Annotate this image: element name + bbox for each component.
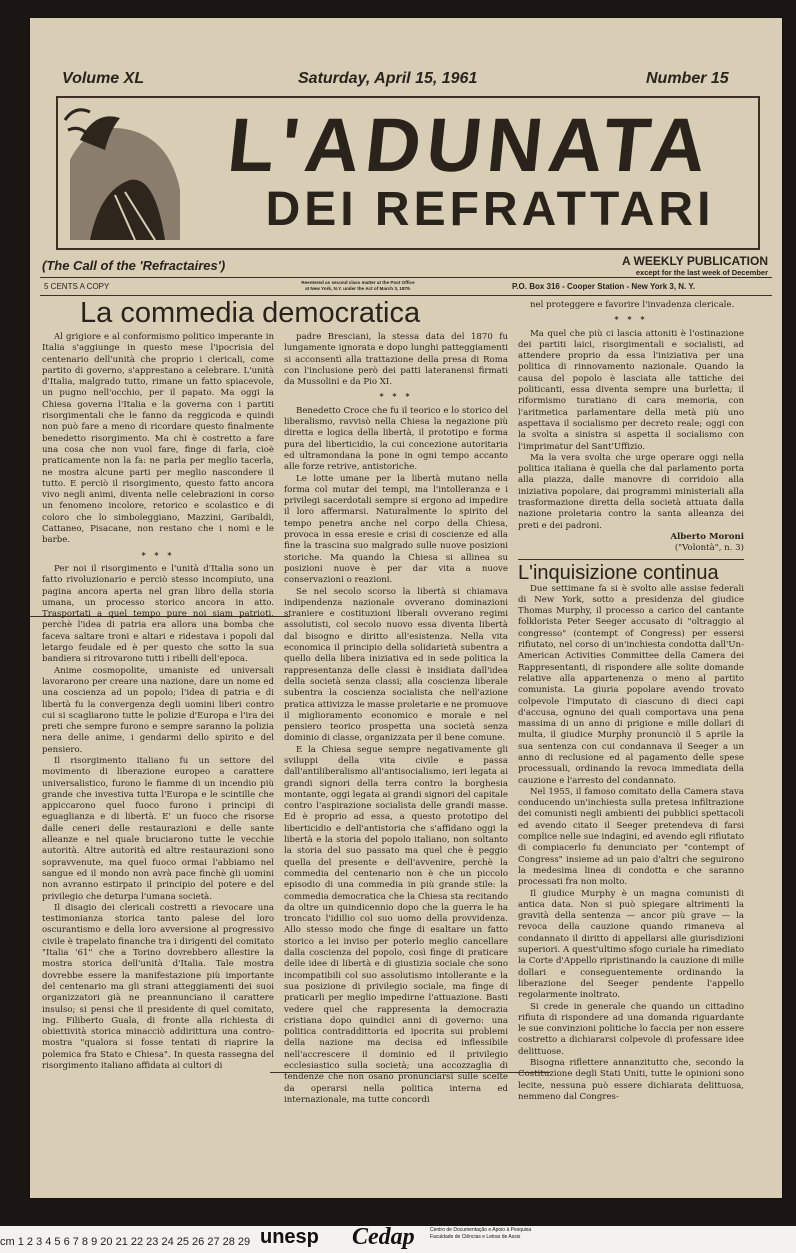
newspaper-page bbox=[30, 18, 782, 1198]
weekly-label: A WEEKLY PUBLICATION bbox=[621, 254, 768, 268]
section-stars: * * * bbox=[141, 549, 175, 560]
masthead-title: L'ADUNATA bbox=[224, 103, 716, 188]
paragraph: Per noi il risorgimento e l'unità d'Italia sono un fatto rivoluzionario e perciò stesso incompiuto, una pagina ancora aperta nel gran libro della storia umana, un processo storico ancora in atto. Trasportati a quel tempo pure noi siam patrioti, perchè l'idea di patria era allora una bomba che faceva saltare troni e altari e ridestava i popoli dal letargo feudale ed è per questo che sotto la sua bandiera si ritrovarono tutti i ribelli dell'epoca. bbox=[42, 563, 274, 665]
issue-number: Number 15 bbox=[646, 70, 729, 87]
section-stars: * * * bbox=[614, 314, 648, 325]
paragraph: Nel 1955, il famoso comitato della Camera stava conducendo un'inchiesta sulla pretesa infiltrazione dei comunisti negli ambienti dei pubblici spettacoli ed avendo citato il Seeger pretendeva di farsi complice nelle sue indagini, ed avendo egli rifiutato di compiacerlo fu denunciato per "contempt of Congress" insieme ad un paio d'altri che seguirono la medesima linea di condotta e che saranno processati fra non molto. bbox=[518, 786, 744, 888]
article-column-2 bbox=[284, 332, 508, 1106]
fold-line bbox=[270, 1072, 550, 1073]
weekly-note: except for the last week of December bbox=[635, 268, 768, 277]
paragraph: E la Chiesa segue sempre negativamente gli sviluppi della vita civile e passa dall'antiliberalismo all'antisocialismo, ieri legata ai grandi signori della terra contro la borghesia montante, oggi legata ai grandi signori del capitale contro l'aspirazione socialista delle grandi masse. Ed è proprio ad essa, a questo prototipo del liberticidio e dell'antistoria che s'affidano oggi la libertà e la storia del popolo italiano, non soltanto la storia del suo passato ma quel che è peggio quella del presente e dell'avvenire, perchè la commedia del centenario non è che un piccolo episodio di una commedia in più grande stile: la commedia democratica che la Chiesa sta recitando da oltre un quindicennio dopo che la guerra le ha troncato l'idillio col suo uomo della provvidenza. Allo stesso modo che finge di esaltare un fatto storico a lei inviso per poterlo meglio cancellare dalla coscienza del popolo, così finge di praticare delle idee di libertà e di giustizia sociale che sono incompatibili col suo assolutismo intollerante e la sua posizione di privilegio sociale, ma finge di praticarli per meglio impedirne l'attuazione. Basti vedere quel che rappresenta la democrazia cristiana dopo quindici anni di governo: una politica contraddittoria ed ipocrita sui problemi della nazione ma decisa ed inflessibile nell'accrescere il dominio ed il privilegio ecclesiastico sulla società; una accozzaglia di tendenze che non osano pronunciarsi sulle scelte da operarsi nella politica interna ed internazionale, ma tutte concordi bbox=[284, 744, 508, 1105]
paragraph: Si crede in generale che quando un cittadino rifiuta di rispondere ad una domanda riguardante le sue convinzioni politiche lo faccia per non essere costretto a dichiararsi colpevole di professare idee delittuose. bbox=[518, 1001, 744, 1057]
section-stars: * * * bbox=[379, 391, 413, 402]
paragraph: Il giudice Murphy è un magna comunisti di antica data. Non si può spiegare altrimenti la gravità della sentenza — ancor più grave — la revoca della cauzione quando rimaneva al condannato il diritto di appellarsi alle giurisdizioni superiori. A quest'ultimo sfogo curiale ha rimediato la Corte d'Appello ripristinando la cauzione di mille dollari e conseguentemente ordinando la liberazione del Seeger pendente l'appello regolarmente inoltrato. bbox=[518, 888, 744, 1001]
weekly-publication bbox=[622, 254, 768, 277]
postal-entry bbox=[258, 280, 458, 291]
paragraph: padre Bresciani, la stessa data del 1870 fu lungamente ignorata e dopo lunghi patteggiamenti si acconsentì alla trattazione della presa di Roma con l'inclusione però dei patti lateranensi firmati da Mussolini e da Pio XI. bbox=[284, 332, 508, 388]
cedap-caption bbox=[430, 1227, 540, 1241]
postal-address: P.O. Box 316 - Cooper Station - New York 3, N. Y. bbox=[512, 282, 696, 291]
paragraph: Due settimane fa si è svolto alle assise federali di New York, sotto a presidenza del giudice Thomas Murphy, il processo a carico del cantante folklorista Peter Seeger accusato di "oltraggio al congresso" (contempt of Congress) per essersi rifiutato, nel corso di un'inchiesta condotta dall'Un-American Activities Committee della Camera dei Rappresentanti, di rispondere alle solite domande relative alla appartenenza o meno al partito comunista. La giuria popolare avendo trovato colpevole l'imputato di ciascuno di dieci capi d'accusa, ognuno dei quali comportava una pena massima di un anno di prigione e mille dollari di multa, il giudice Murphy pronunciò il 5 aprile la sua sentenza con cui condannava il Seeger a un anno di reclusione ed al pagamento delle spese processuali, ordinando la revoca immediata della cauzione e l'arresto del condannato. bbox=[518, 583, 744, 786]
paragraph: Anime cosmopolite, umaniste ed universali lavorarono per creare una nazione, dare un nome ed una coscienza ad un popolo; l'idea di patria e di libertà fu la convergenza degli uomini liberi contro cui si scagliarono tutte le polizie d'Europa e l'ira dei preti che sempre furono e sempre saranno la polizia nera delle anime, i gendarmi dello spirito e del pensiero. bbox=[42, 665, 274, 755]
cedap-logo: Cedap bbox=[352, 1224, 415, 1250]
paragraph: Benedetto Croce che fu il teorico e lo storico del liberalismo, ravvisò nella Chiesa la negazione più diretta e logica della libertà, il prototipo e forma pura del liberticidio, la cui concezione autoritaria ed ultramondana la pone in ogni tempo accanto alle forze retrive, antistoriche. bbox=[284, 405, 508, 473]
article-column-3 bbox=[518, 300, 744, 1103]
paragraph: nel proteggere e favorire l'invadenza clericale. bbox=[530, 300, 735, 310]
paragraph: Al grigiore e al conformismo politico imperante in Italia s'aggiunge in questo mese l'ipocrisia del centenario dell'unità che proprio i clericali, come partito di governo, s'apprestano a celebrare. L'unità d'Italia, malgrado tutto, rimane un fatto spiacevole, un pugno nell'occhio, per il papato. Ma oggi la Chiesa governa l'Italia e la governa con i partiti risorgimentali che le fanno da reggicoda e quindi non può fare a meno di ricordare questo finalmente benedetto risorgimento. Ma chi è costretto a fare una cosa che non vuol fare, finge di farla, cioè praticamente non la fa: ne parla per meglio tacerla, ne mostra alcune parti per meglio nascondere il tutto. E perciò il risorgimento, questo fatto ancora vivo negli animi, diventa nelle celebrazioni in corso un fenomeno incolore, retorico e scolastico e di coloro che lo simboleggiano, Mazzini, Garibaldi, Cattaneo, Pisacane, non restano che i nomi e le barbe. bbox=[42, 332, 274, 546]
unesp-logo: unesp bbox=[260, 1226, 319, 1248]
measurement-ruler: cm 1 2 3 4 5 6 7 8 9 20 21 22 23 24 25 26 27 28 29 bbox=[0, 1236, 251, 1248]
author-signature: Alberto Moroni bbox=[670, 531, 744, 542]
masthead-subtitle: DEI REFRATTARI bbox=[265, 183, 715, 236]
postal-entry-line-2: at New York, N.Y. under the Act of March 3, 1879. bbox=[305, 285, 411, 291]
postal-entry-line-1: Reentered as second class matter at the Post Office bbox=[301, 280, 415, 285]
paragraph: Bisogna riflettere annanzitutto che, secondo la Costituzione degli Stati Uniti, tutte le opinioni sono lecite, nessuna può essere dichiarata delittuosa, nemmeno dal Congres- bbox=[518, 1058, 744, 1102]
author-source: ("Volontà", n. 3) bbox=[674, 543, 744, 554]
price: 5 CENTS A COPY bbox=[44, 282, 110, 291]
article-column-1 bbox=[42, 332, 274, 1072]
volume-label: Volume XL bbox=[62, 70, 145, 87]
paragraph: Il disagio dei clericali costretti a rievocare una testimonianza storica tanto palese del loro oscurantismo e della loro avversione al progressivo civile è trapelato finanche tra i dirigenti del comitato "Italia '61" che a Torino dovrebbero allestire la mostra storica dell'unità d'Italia. Tale mostra dovrebbe essere la manifestazione più importante del centenario ma gli strani atteggiamenti dei suoi organizzatori già ne preannunciano il carattere insulso; si pensi che il presidente di quel comitato, ing. Filiberto Guala, di fronte alla richiesta di obiettività storica minacciò addirittura una contro-mostra "qualora si fosse tentati di riaprire la polemica fra Stato e Chiesa". In questa rassegna del risorgimento italiano affidata ai cultori di bbox=[42, 902, 274, 1071]
paragraph: Ma quel che più ci lascia attoniti è l'ostinazione dei partiti laici, risorgimentali e socialisti, ad attendere proprio da essa l'iniziativa per una politica di rinnovamento nazionale. Quando la causa del popolo è lasciata alle tattiche dei politicanti, essa diventa sempre una burletta; il riformismo turatiano di cara memoria, con l'aritmetica parlamentare della metà più uno aspettava il socialismo per decreto reale; oggi con la svolta a sinistra si aspetta il socialismo con l'imprimatur del Sant'Uffizio. bbox=[518, 328, 744, 452]
paragraph: Le lotte umane per la libertà mutano nella forma col mutar dei tempi, ma l'intolleranza e i privilegi sacerdotali sempre si ergono ad impedire il loro affermarsi. Naturalmente lo spirito del tempo penetra anche nel corpo della Chiesa, provoca in essa eresie e crisi di coscienze ed alla fine la trascina suo malgrado sulle nuove posizioni storiche. Ma quando la Chiesa si allinea su posizioni nuove è per dar vita a nuove conservazioni o reazioni. bbox=[284, 473, 508, 586]
paragraph: Il risorgimento italiano fu un settore del movimento di liberazione europeo a carattere universalistico, furono le fiamme di un incendio più grande che investiva tutta l'Europa e le scintille che appiccarono quel fuoco furono i principi di eguaglianza e di libertà. E' un fuoco che risorse dalle ceneri delle restaurazioni e delle sante alleanze e nel quale bruciarono tutte le vecchie autorità. Altre autorità ed altre restaurazioni sono sopravvenute, ma quel fuoco ormai l'abbiamo nel sangue ed il mondo non avrà pace finchè gli uomini non avranno estirpato il principio del potere e del privilegio che deturpa l'umana società. bbox=[42, 755, 274, 902]
article-divider bbox=[518, 559, 744, 560]
article2-headline: L'inquisizione continua bbox=[518, 561, 719, 584]
english-subtitle: (The Call of the 'Refractaires') bbox=[42, 258, 226, 273]
paragraph: Ma la vera svolta che urge operare oggi nella politica italiana è quella che dal parlamento porta alla piazza, dalle manovre di corridoio alla iniziativa popolare, dai programmi ministeriali alla trasformazione diretta della società attuata dalla nazione proletaria contro la santa alleanza dei preti e dei padroni. bbox=[518, 452, 744, 531]
paragraph: Se nel secolo scorso la libertà si chiamava indipendenza nazionale ovverano dominazioni straniere e costituzioni liberali ovverano regimi assolutisti, col secolo nuovo essa diventa libertà dal bisogno e diritto all'esistenza. Nella vita economica il principio della solidarietà subentra a quello della libera iniziativa ed in sede politica la rappresentanza delle classi è insidiata dall'idea della società senza classi; alla coscienza liberale subentra la coscienza socialista che nell'azione pratica attivizza le masse proletarie e ne promuove il miglioramento economico e morale e nel pensiero teorico prospetta una società senza dominio di classe, organizzata per il bene comune. bbox=[284, 586, 508, 744]
issue-date: Saturday, April 15, 1961 bbox=[298, 70, 478, 87]
cedap-caption-line-1: Centro de Documentação e Apoio à Pesquisa bbox=[430, 1227, 532, 1233]
header-rule-top bbox=[40, 277, 772, 278]
masthead-illustration bbox=[60, 100, 190, 242]
fold-line bbox=[30, 616, 290, 617]
article-headline: La commedia democratica bbox=[80, 297, 421, 329]
cedap-caption-line-2: Faculdade de Ciências e Letras de Assis bbox=[430, 1234, 521, 1240]
